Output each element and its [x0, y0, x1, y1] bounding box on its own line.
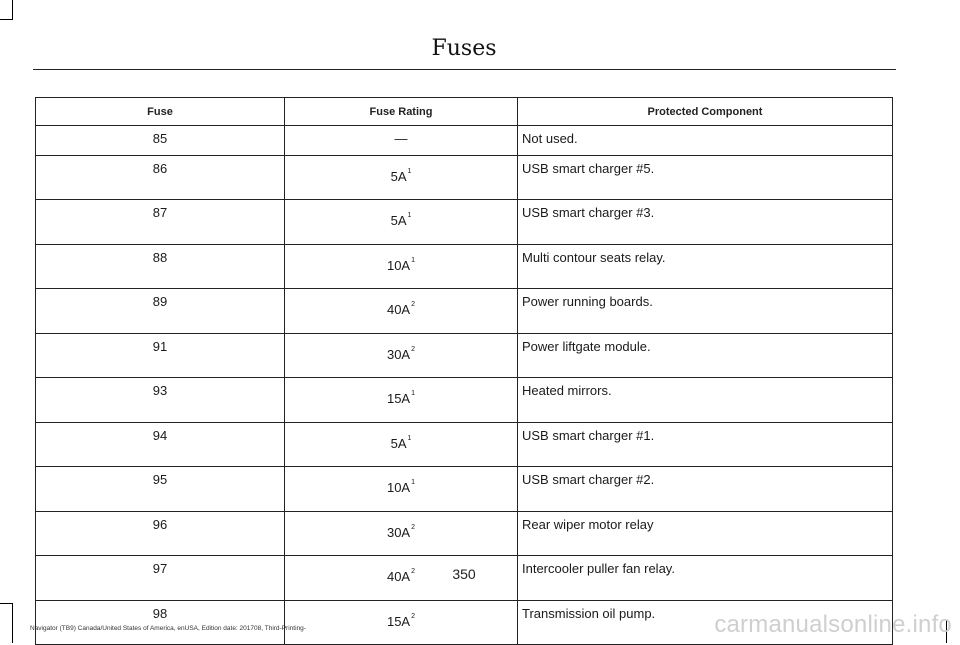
fuse-number: 94	[36, 422, 285, 467]
fuse-number: 89	[36, 289, 285, 334]
fuse-rating: —	[394, 131, 408, 146]
fuse-number: 86	[36, 155, 285, 200]
protected-component: USB smart charger #5.	[518, 155, 893, 200]
fuse-rating: 30A	[386, 524, 411, 540]
footnote-marker: 1	[407, 434, 412, 442]
fuse-rating: 15A	[386, 613, 411, 629]
table-row	[36, 467, 893, 512]
fuse-number: 91	[36, 333, 285, 378]
footnote-marker: 1	[411, 390, 416, 397]
protected-component: USB smart charger #1.	[518, 422, 893, 467]
title-divider	[33, 69, 896, 70]
fuse-number: 95	[36, 467, 285, 512]
footnote-marker: 2	[411, 345, 416, 353]
fuse-rating-cell	[285, 126, 518, 156]
header-protected-component: Protected Component	[518, 98, 893, 126]
table-row	[36, 155, 893, 200]
fuse-number: 98	[36, 600, 285, 645]
crop-mark	[0, 19, 13, 20]
page-number: 350	[452, 566, 476, 582]
fuse-rating: 15A	[386, 391, 411, 406]
fuse-number: 88	[36, 244, 285, 289]
footnote-marker: 2	[411, 568, 416, 575]
fuse-rating-cell	[285, 600, 518, 645]
fuse-rating: 5A	[390, 213, 407, 228]
protected-component: USB smart charger #3.	[518, 200, 893, 245]
footnote-marker: 1	[411, 256, 416, 264]
footnote-marker: 1	[407, 167, 412, 175]
fuse-number: 97	[36, 556, 285, 601]
fuse-rating: 5A	[390, 168, 407, 184]
fuse-rating: 5A	[390, 435, 407, 451]
header-fuse: Fuse	[36, 98, 285, 126]
edition-footer: Navigator (TB9) Canada/United States of America, enUSA, Edition date: 201708, Third-Printing-	[30, 625, 306, 632]
protected-component: USB smart charger #2.	[518, 467, 893, 512]
fuse-number: 96	[36, 511, 285, 556]
fuse-rating-cell	[285, 378, 518, 423]
table-row	[36, 126, 893, 156]
fuse-rating-cell	[285, 511, 518, 556]
table-row	[36, 333, 893, 378]
protected-component: Intercooler puller fan relay.	[518, 556, 893, 601]
footnote-marker: 2	[411, 301, 416, 308]
table-row	[36, 289, 893, 334]
footnote-marker: 2	[411, 612, 416, 620]
protected-component: Power running boards.	[518, 289, 893, 334]
fuse-rating-cell	[285, 467, 518, 512]
crop-mark	[0, 603, 13, 604]
table-row	[36, 244, 893, 289]
protected-component: Multi contour seats relay.	[518, 244, 893, 289]
table-header-row	[36, 98, 893, 126]
crop-mark	[12, 0, 13, 20]
crop-mark	[12, 603, 13, 643]
fuse-number: 87	[36, 200, 285, 245]
table-row	[36, 422, 893, 467]
fuse-rating: 10A	[386, 480, 411, 495]
fuse-rating-cell	[285, 155, 518, 200]
protected-component: Power liftgate module.	[518, 333, 893, 378]
fuse-rating: 40A	[386, 302, 411, 317]
fuse-number: 93	[36, 378, 285, 423]
fuse-rating: 30A	[386, 346, 411, 362]
footnote-marker: 1	[411, 479, 416, 486]
fuse-rating-cell	[285, 289, 518, 334]
table-row	[36, 200, 893, 245]
header-fuse-rating: Fuse Rating	[285, 98, 518, 126]
fuse-rating: 10A	[386, 257, 411, 273]
protected-component: Rear wiper motor relay	[518, 511, 893, 556]
fuse-number: 85	[36, 126, 285, 156]
page-title: Fuses	[431, 36, 497, 61]
table-row	[36, 511, 893, 556]
fuse-table	[35, 97, 893, 645]
protected-component: Heated mirrors.	[518, 378, 893, 423]
protected-component: Not used.	[518, 126, 893, 156]
fuse-rating-cell	[285, 244, 518, 289]
footnote-marker: 2	[411, 523, 416, 531]
watermark: carmanualsonline.info	[714, 611, 952, 638]
table-row	[36, 378, 893, 423]
fuse-rating-cell	[285, 200, 518, 245]
footnote-marker: 1	[407, 212, 412, 219]
protected-component: Transmission oil pump.	[518, 600, 893, 645]
fuse-rating: 40A	[386, 569, 411, 584]
fuse-rating-cell	[285, 422, 518, 467]
fuse-rating-cell	[285, 333, 518, 378]
